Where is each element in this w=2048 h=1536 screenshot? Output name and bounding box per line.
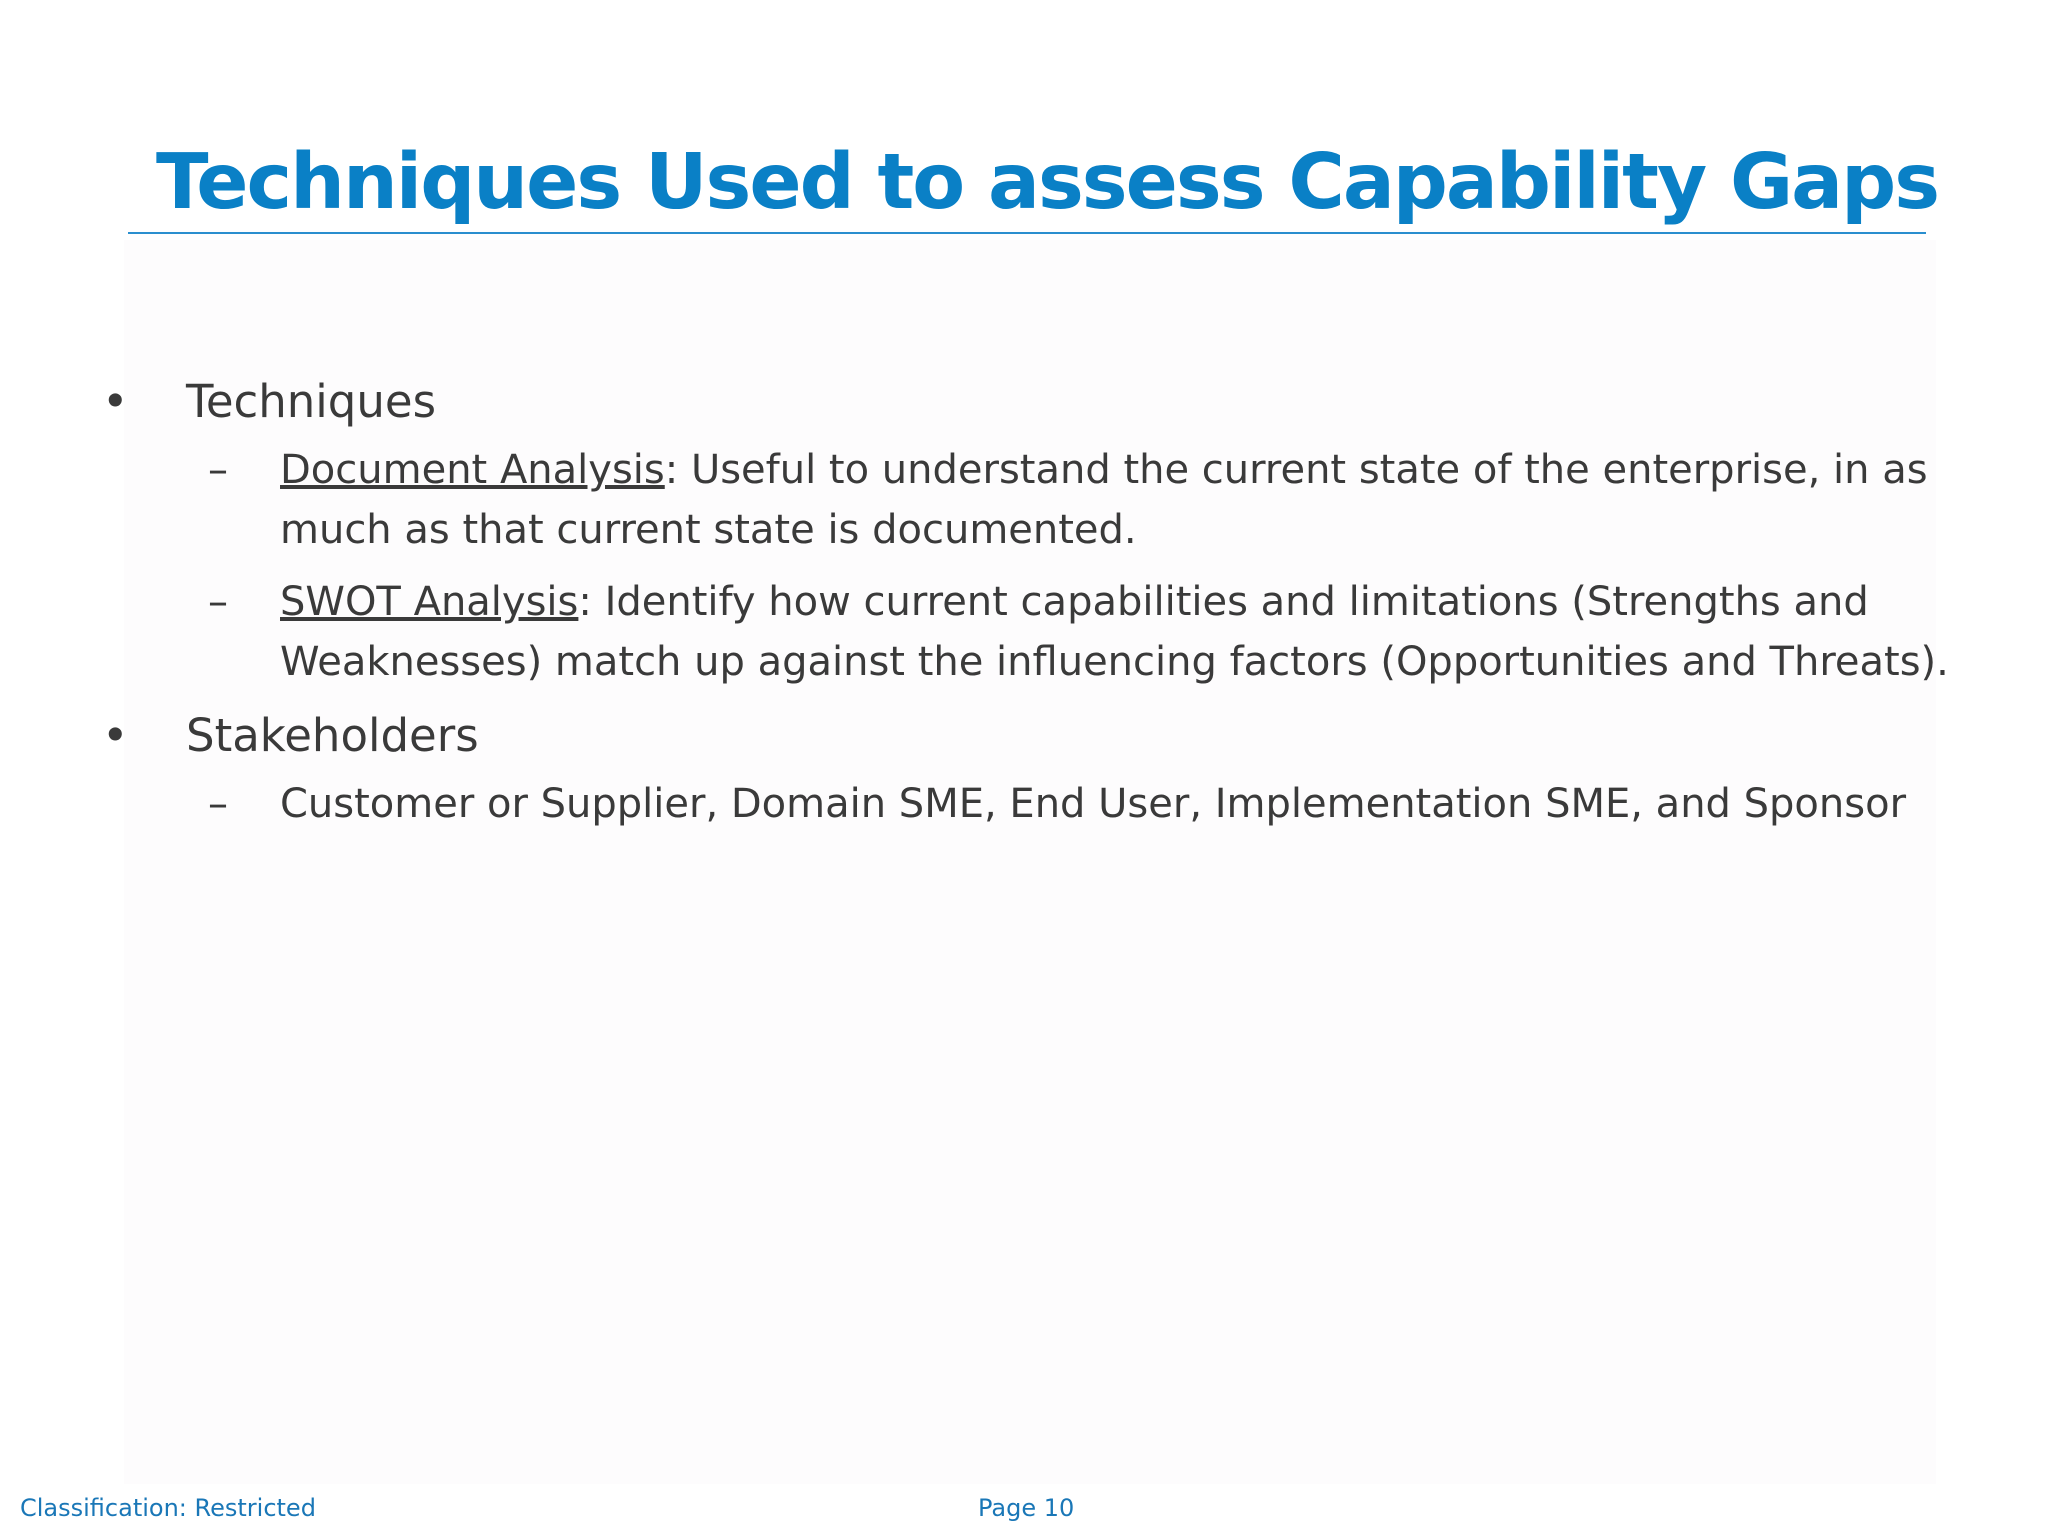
footer-classification: Classification: Restricted [20,1494,316,1522]
slide-title: Techniques Used to assess Capability Gaps [156,138,1939,227]
bullet-heading: Stakeholders [186,709,479,762]
footer-page-number: Page 10 [978,1494,1075,1522]
bullet-techniques [90,370,1940,434]
dash-icon: – [208,579,228,625]
sub-bullet-term: SWOT Analysis [280,579,579,625]
bullet-heading: Techniques [186,375,437,428]
sub-bullet-term: Document Analysis [280,447,665,493]
sub-bullet-stakeholder-list [90,774,1980,834]
dash-icon: – [208,781,228,827]
sub-bullet-swot-analysis [90,572,1980,692]
bullet-icon: • [102,375,129,428]
sub-bullet-text: : Useful to understand the current state of the enterprise, in as much as that current state is documented. [280,447,1928,553]
bullet-icon: • [102,709,129,762]
sub-bullet-text: Customer or Supplier, Domain SME, End User, Implementation SME, and Sponsor [280,781,1907,827]
dash-icon: – [208,447,228,493]
sub-bullet-document-analysis [90,440,1980,560]
bullet-stakeholders [90,704,1940,768]
sub-bullet-text: : Identify how current capabilities and limitations (Strengths and Weaknesses) match up against the influencing factors (Opportunities and Threats). [280,579,1949,685]
content-body [90,370,1949,846]
title-divider [128,232,1926,234]
